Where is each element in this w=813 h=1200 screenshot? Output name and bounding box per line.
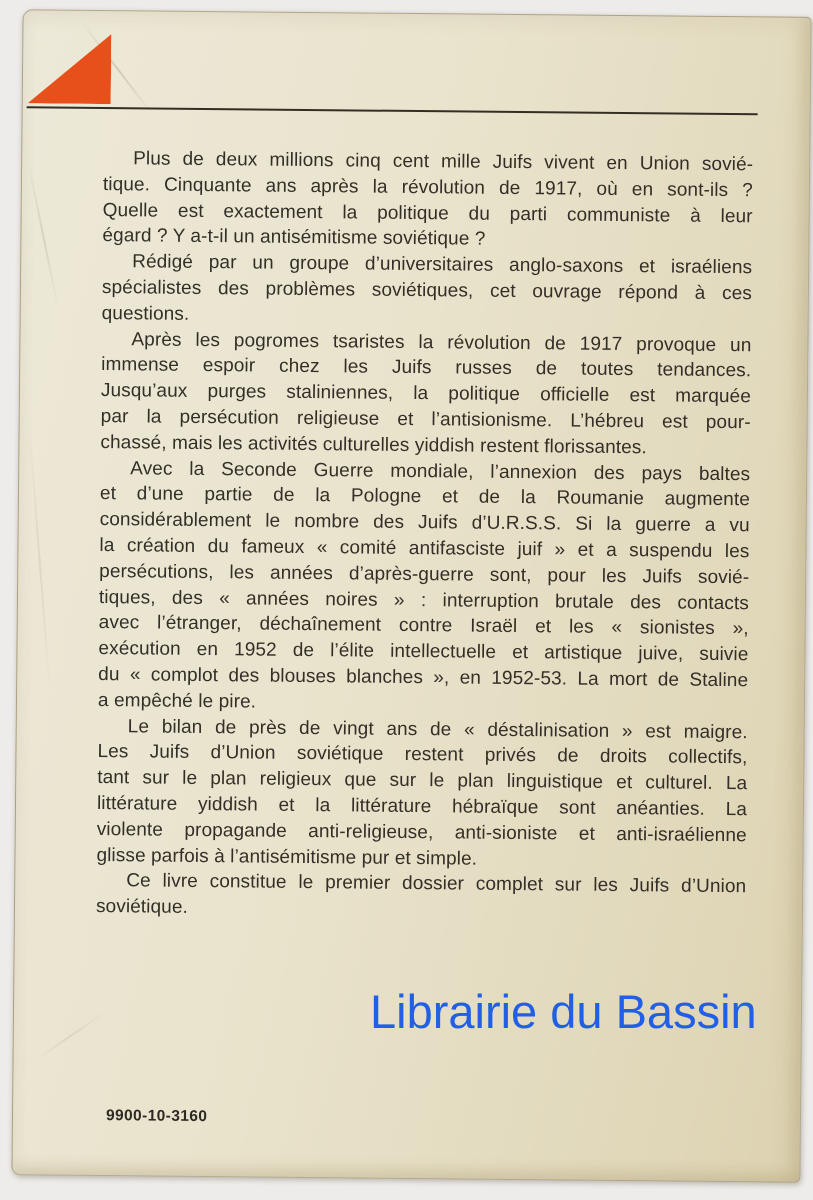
text-line: glisse parfois à l’antisémitisme pur et simple. [96,844,478,870]
text-line: considérablement le nombre des Juifs d’U.R.S.S. Si la guerre a vu [99,509,750,537]
text-line: immense espoir chez les Juifs russes de toutes tendances. [101,354,752,382]
paragraph [102,249,753,333]
text-line: exécution en 1952 de l’élite intellectuelle et artistique juive, suivie [98,638,749,666]
text-line: tiques, des « années noires » : interruption brutale des contacts [98,586,750,614]
text-line: Après les pogromes tsaristes la révolution de 1917 provoque un [131,328,752,356]
divider-rule [27,106,758,115]
text-line: violente propagande anti-religieuse, anti-sioniste et anti-israélienne [96,818,747,846]
paper-crease [29,431,51,690]
text-line: tant sur le plan religieux que sur le plan linguistique et culturel. La [97,767,748,795]
paragraph [98,456,750,720]
text-line: soviétique. [95,896,189,918]
paragraph [102,146,753,255]
paragraph [100,327,751,462]
text-line: et d’une partie de la Pologne et de la Roumanie augmente [99,483,751,511]
back-cover-text [96,146,753,926]
text-line: spécialistes des problèmes soviétiques, cet ouvrage répond à ces [101,276,753,305]
paragraph [96,714,747,875]
text-line: persécutions, les années d’après-guerre sont, pour les Juifs sovié- [99,560,750,588]
text-line: littérature yiddish et la littérature hébraïque sont anéanties. La [96,792,748,821]
paper-crease [33,1010,108,1063]
paragraph [96,868,746,926]
text-line: Le bilan de près de vingt ans de « déstalinisation » est maigre. [127,715,748,743]
text-line: Quelle est exactement la politique du parti communiste à leur [102,199,753,227]
text-line: la création du fameux « comité antifasciste juif » et a suspendu les [99,534,750,563]
text-line: chassé, mais les activités culturelles yiddish restent florissantes. [100,431,647,459]
paper-crease [27,161,59,308]
text-line: du « complot des blouses blanches », en 1952-53. La mort de Staline [98,663,749,692]
text-line: par la persécution religieuse et l’antisionisme. L’hébreu est pour- [100,405,751,434]
text-line: a empêché le pire. [97,689,257,713]
text-line: Plus de deux millions cinq cent mille Juifs vivent en Union sovié- [133,148,754,176]
text-line: Avec la Seconde Guerre mondiale, l’annexion des pays baltes [130,457,751,485]
text-line: Rédigé par un groupe d’universitaires anglo-saxons et israéliens [132,251,753,279]
text-line: égard ? Y a-t-il un antisémitisme soviétique ? [102,225,486,251]
text-line: avec l’étranger, déchaînement contre Israël et les « sionistes », [98,612,749,640]
text-line: questions. [101,302,190,325]
text-line: Jusqu’aux purges staliniennes, la politique officielle est marquée [100,380,752,408]
print-code: 9900-10-3160 [105,1107,208,1126]
text-line: Ce livre constitue le premier dossier complet sur les Juifs d’Union [126,870,747,898]
text-line: tique. Cinquante ans après la révolution de 1917, où en sont-ils ? [102,173,754,202]
bookseller-watermark: Librairie du Bassin [370,985,757,1038]
text-line: Les Juifs d’Union soviétique restent privés de droits collectifs, [97,741,748,769]
